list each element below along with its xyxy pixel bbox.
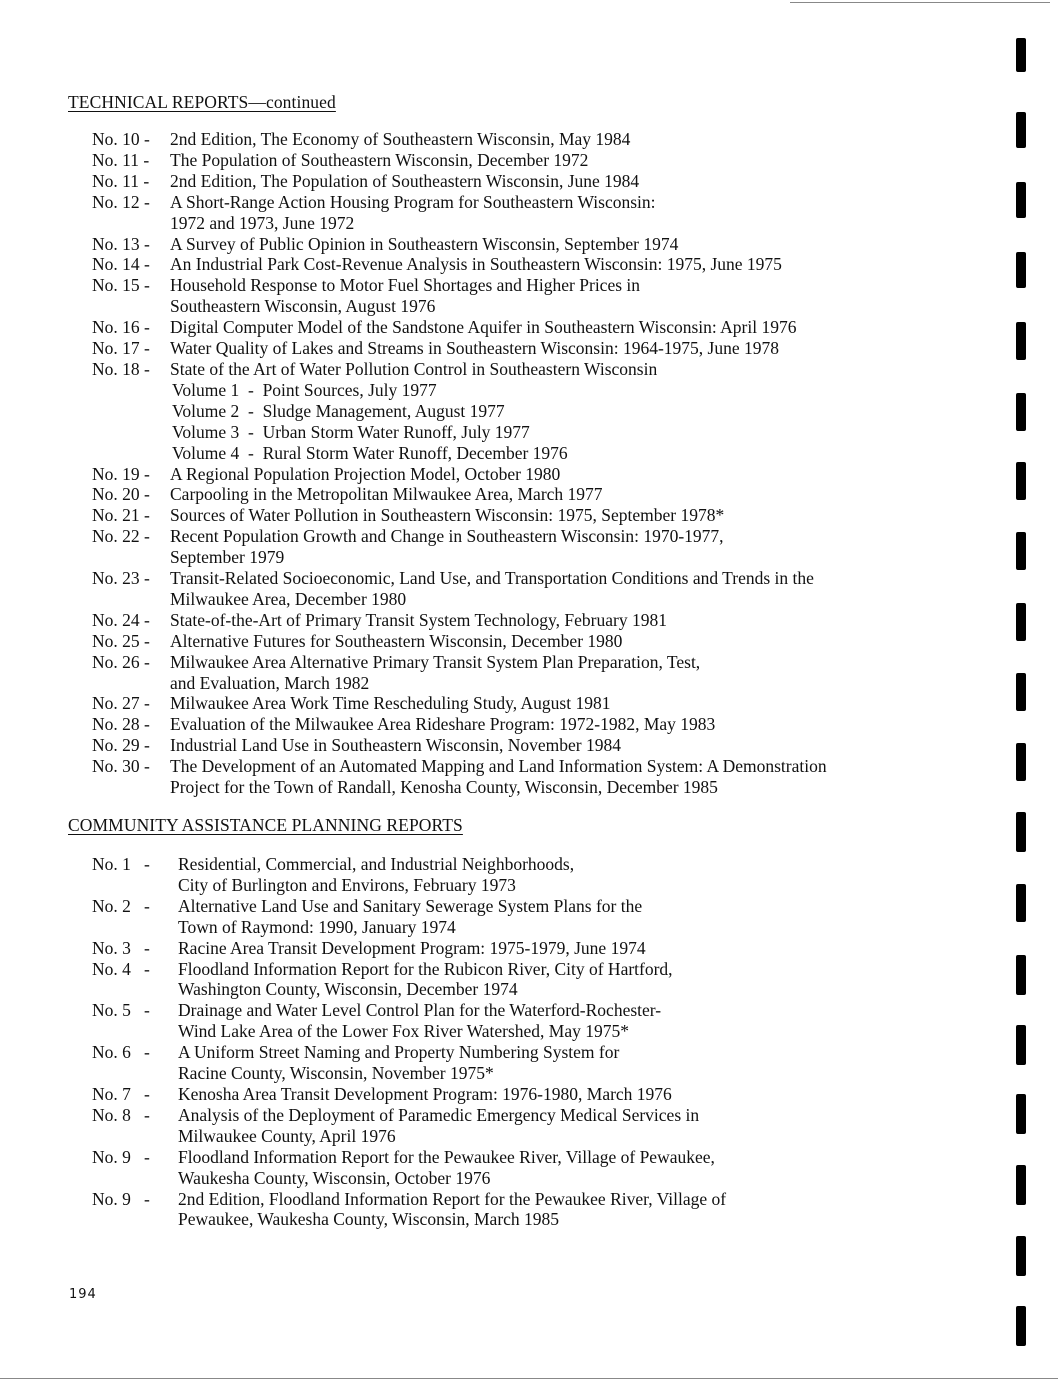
- report-number: No. 26 -: [92, 651, 150, 672]
- report-title-line: Floodland Information Report for the Pewaukee River, Village of Pewaukee,: [178, 1146, 715, 1167]
- binding-mark: [1016, 1306, 1026, 1346]
- report-title-line: State-of-the-Art of Primary Transit System Technology, February 1981: [170, 609, 667, 630]
- report-title-line: 1972 and 1973, June 1972: [170, 212, 355, 233]
- report-entry: [92, 464, 827, 485]
- report-entry: [92, 254, 827, 275]
- report-title: [170, 568, 814, 610]
- report-number: No. 29 -: [92, 735, 150, 756]
- technical-reports-heading: TECHNICAL REPORTS—continued: [68, 92, 336, 112]
- report-title-line: Alternative Land Use and Sanitary Sewerage System Plans for the: [178, 895, 643, 916]
- binding-mark: [1016, 1094, 1026, 1134]
- report-entry: [92, 756, 827, 798]
- report-title-line: A Survey of Public Opinion in Southeastern Wisconsin, September 1974: [170, 233, 679, 254]
- report-title: [170, 714, 715, 735]
- report-title-line: Kenosha Area Transit Development Program: 1976-1980, March 1976: [178, 1083, 672, 1104]
- binding-mark: [1016, 38, 1026, 72]
- report-entry: [92, 129, 827, 150]
- report-number: No. 11 -: [92, 149, 150, 170]
- report-number: No. 7 -: [92, 1083, 150, 1104]
- report-entry: [92, 1084, 726, 1105]
- report-title-line: Milwaukee Area Alternative Primary Transit System Plan Preparation, Test,: [170, 651, 701, 672]
- report-number: No. 23 -: [92, 568, 150, 589]
- report-title: [170, 526, 724, 568]
- report-number: No. 15 -: [92, 275, 150, 296]
- report-title-line: Recent Population Growth and Change in Southeastern Wisconsin: 1970-1977,: [170, 526, 724, 547]
- binding-mark: [1016, 322, 1026, 360]
- report-entry: [92, 959, 726, 1001]
- report-number: No. 4 -: [92, 958, 150, 979]
- report-title: [170, 171, 639, 192]
- report-title: [170, 464, 560, 485]
- report-title-line: State of the Art of Water Pollution Control in Southeastern Wisconsin: [170, 358, 658, 379]
- report-entry: [92, 234, 827, 255]
- report-title: [178, 1105, 699, 1147]
- report-title: [170, 338, 779, 359]
- community-reports-list: [92, 854, 726, 1230]
- report-title-line: Sources of Water Pollution in Southeastern Wisconsin: 1975, September 1978*: [170, 505, 725, 526]
- report-number: No. 25 -: [92, 630, 150, 651]
- report-title-line: Transit-Related Socioeconomic, Land Use, and Transportation Conditions and Trends in the: [170, 568, 814, 589]
- report-title-line: 2nd Edition, The Economy of Southeastern Wisconsin, May 1984: [170, 129, 631, 149]
- report-title: [170, 631, 622, 652]
- report-title-line: Milwaukee County, April 1976: [178, 1125, 396, 1146]
- page-number: 194: [69, 1287, 97, 1302]
- scan-edge-bottom: [0, 1378, 1058, 1379]
- report-number: No. 8 -: [92, 1104, 150, 1125]
- binding-mark: [1016, 955, 1026, 995]
- report-entry: [92, 1147, 726, 1189]
- report-entry: [92, 526, 827, 568]
- binding-mark: [1016, 812, 1026, 852]
- report-number: No. 9 -: [92, 1146, 150, 1167]
- report-title: [178, 1084, 672, 1105]
- binding-mark: [1016, 532, 1026, 570]
- report-title-line: Racine Area Transit Development Program: 1975-1979, June 1974: [178, 937, 646, 958]
- report-entry: [92, 652, 827, 694]
- report-title: [170, 359, 657, 464]
- binding-mark: [1016, 1165, 1026, 1205]
- report-title-line: Industrial Land Use in Southeastern Wisconsin, November 1984: [170, 735, 621, 756]
- report-title-line: Analysis of the Deployment of Paramedic Emergency Medical Services in: [178, 1104, 700, 1125]
- report-entry: [92, 854, 726, 896]
- report-title-line: and Evaluation, March 1982: [170, 672, 370, 693]
- report-title-line: The Development of an Automated Mapping and Land Information System: A Demonstration: [170, 756, 827, 777]
- report-title-line: City of Burlington and Environs, February 1973: [178, 874, 516, 895]
- report-entry: [92, 610, 827, 631]
- binding-mark: [1016, 603, 1026, 641]
- binding-mark: [1016, 182, 1026, 218]
- report-title: [178, 1042, 619, 1084]
- report-number: No. 24 -: [92, 609, 150, 630]
- report-title: [178, 854, 574, 896]
- report-entry: [92, 1189, 726, 1231]
- report-title: [170, 129, 630, 150]
- report-title: [178, 1189, 726, 1231]
- report-title-line: Drainage and Water Level Control Plan for the Waterford-Rochester-: [178, 1000, 662, 1021]
- report-volume: Volume 2 - Sludge Management, August 1977: [172, 400, 505, 421]
- report-title: [170, 756, 827, 798]
- report-number: No. 12 -: [92, 191, 150, 212]
- report-title-line: Milwaukee Area, December 1980: [170, 588, 407, 609]
- scan-edge-top: [790, 2, 1050, 3]
- report-entry: [92, 171, 827, 192]
- report-number: No. 18 -: [92, 358, 150, 379]
- report-title-line: Southeastern Wisconsin, August 1976: [170, 296, 436, 317]
- report-number: No. 14 -: [92, 254, 150, 275]
- report-title-line: Water Quality of Lakes and Streams in Southeastern Wisconsin: 1964-1975, June 1978: [170, 338, 779, 359]
- report-entry: [92, 1042, 726, 1084]
- binding-mark: [1016, 393, 1026, 431]
- report-number: No. 11 -: [92, 170, 150, 191]
- report-title-line: Household Response to Motor Fuel Shortages and Higher Prices in: [170, 275, 641, 296]
- technical-reports-list: [92, 129, 827, 798]
- report-entry: [92, 359, 827, 464]
- binding-mark: [1016, 673, 1026, 711]
- binding-mark: [1016, 462, 1026, 500]
- report-title: [178, 1000, 661, 1042]
- report-title: [170, 693, 610, 714]
- report-number: No. 3 -: [92, 937, 150, 958]
- report-title: [178, 938, 646, 959]
- report-title-line: Project for the Town of Randall, Kenosha County, Wisconsin, December 1985: [170, 777, 718, 798]
- report-title: [178, 896, 642, 938]
- report-title-line: A Uniform Street Naming and Property Numbering System for: [178, 1042, 620, 1063]
- report-number: No. 27 -: [92, 693, 150, 714]
- report-number: No. 19 -: [92, 463, 150, 484]
- report-title-line: Town of Raymond: 1990, January 1974: [178, 916, 456, 937]
- report-title: [178, 959, 673, 1001]
- report-volume: Volume 4 - Rural Storm Water Runoff, December 1976: [172, 442, 568, 463]
- report-title: [178, 1147, 715, 1189]
- report-number: No. 20 -: [92, 484, 150, 505]
- report-entry: [92, 938, 726, 959]
- report-title-line: Milwaukee Area Work Time Rescheduling Study, August 1981: [170, 693, 611, 714]
- report-title-line: 2nd Edition, The Population of Southeastern Wisconsin, June 1984: [170, 170, 640, 191]
- report-entry: [92, 484, 827, 505]
- report-title-line: An Industrial Park Cost-Revenue Analysis in Southeastern Wisconsin: 1975, June 1975: [170, 254, 782, 275]
- report-title: [170, 484, 603, 505]
- report-title-line: Evaluation of the Milwaukee Area Rideshare Program: 1972-1982, May 1983: [170, 714, 716, 735]
- report-title-line: Waukesha County, Wisconsin, October 1976: [178, 1167, 491, 1188]
- report-number: No. 28 -: [92, 714, 150, 735]
- community-reports-heading: COMMUNITY ASSISTANCE PLANNING REPORTS: [68, 815, 463, 835]
- report-title-line: The Population of Southeastern Wisconsin, December 1972: [170, 149, 589, 170]
- report-number: No. 2 -: [92, 895, 150, 916]
- report-title-line: Carpooling in the Metropolitan Milwaukee Area, March 1977: [170, 484, 603, 505]
- report-number: No. 17 -: [92, 338, 150, 359]
- report-entry: [92, 150, 827, 171]
- report-title-line: Digital Computer Model of the Sandstone Aquifer in Southeastern Wisconsin: April 1976: [170, 317, 797, 338]
- report-number: No. 9 -: [92, 1188, 150, 1209]
- report-title: [170, 150, 588, 171]
- report-title-line: Washington County, Wisconsin, December 1974: [178, 979, 518, 1000]
- report-title-line: Floodland Information Report for the Rubicon River, City of Hartford,: [178, 958, 673, 979]
- report-number: No. 1 -: [92, 854, 150, 874]
- report-title: [170, 317, 796, 338]
- binding-mark: [1016, 1236, 1026, 1276]
- report-entry: [92, 735, 827, 756]
- report-entry: [92, 338, 827, 359]
- report-number: No. 5 -: [92, 1000, 150, 1021]
- report-entry: [92, 275, 827, 317]
- report-entry: [92, 1105, 726, 1147]
- binding-mark: [1016, 743, 1026, 781]
- report-entry: [92, 505, 827, 526]
- report-title-line: Residential, Commercial, and Industrial Neighborhoods,: [178, 854, 575, 874]
- report-entry: [92, 317, 827, 338]
- report-title: [170, 254, 782, 275]
- binding-mark: [1016, 1025, 1026, 1065]
- report-title-line: A Regional Population Projection Model, October 1980: [170, 463, 561, 484]
- report-entry: [92, 192, 827, 234]
- report-title-line: A Short-Range Action Housing Program for Southeastern Wisconsin:: [170, 191, 656, 212]
- report-number: No. 22 -: [92, 526, 150, 547]
- report-entry: [92, 568, 827, 610]
- report-title: [170, 610, 667, 631]
- report-title: [170, 275, 640, 317]
- report-entry: [92, 896, 726, 938]
- report-title-line: Racine County, Wisconsin, November 1975*: [178, 1063, 494, 1084]
- report-title-line: Wind Lake Area of the Lower Fox River Watershed, May 1975*: [178, 1021, 629, 1042]
- binding-mark: [1016, 112, 1026, 148]
- report-entry: [92, 631, 827, 652]
- binding-mark: [1016, 252, 1026, 288]
- report-title: [170, 505, 724, 526]
- binding-mark: [1016, 884, 1026, 922]
- report-title-line: Alternative Futures for Southeastern Wisconsin, December 1980: [170, 630, 623, 651]
- report-number: No. 30 -: [92, 756, 150, 777]
- report-number: No. 6 -: [92, 1042, 150, 1063]
- report-number: No. 21 -: [92, 505, 150, 526]
- report-title: [170, 234, 678, 255]
- report-number: No. 16 -: [92, 317, 150, 338]
- report-title-line: Pewaukee, Waukesha County, Wisconsin, March 1985: [178, 1209, 560, 1230]
- report-title: [170, 735, 621, 756]
- report-title-line: 2nd Edition, Floodland Information Report for the Pewaukee River, Village of: [178, 1188, 727, 1209]
- report-title: [170, 652, 700, 694]
- report-entry: [92, 693, 827, 714]
- report-volume: Volume 3 - Urban Storm Water Runoff, July 1977: [172, 421, 530, 442]
- report-title: [170, 192, 656, 234]
- report-entry: [92, 1000, 726, 1042]
- report-number: No. 13 -: [92, 233, 150, 254]
- report-entry: [92, 714, 827, 735]
- report-number: No. 10 -: [92, 129, 150, 149]
- report-volume: Volume 1 - Point Sources, July 1977: [172, 379, 437, 400]
- report-title-line: September 1979: [170, 547, 285, 568]
